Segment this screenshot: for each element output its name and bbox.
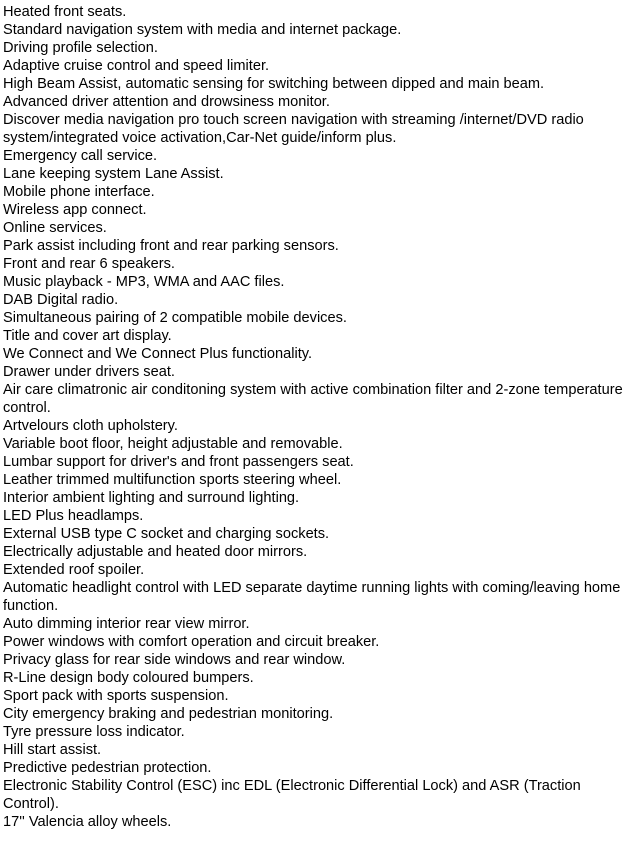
feature-item: Artvelours cloth upholstery.	[3, 418, 178, 434]
feature-item: Variable boot floor, height adjustable and removable.	[3, 436, 343, 452]
feature-list	[3, 3, 627, 831]
feature-item: Heated front seats.	[3, 4, 127, 20]
feature-item: Title and cover art display.	[3, 328, 172, 344]
feature-item: Drawer under drivers seat.	[3, 364, 175, 380]
feature-item: R-Line design body coloured bumpers.	[3, 670, 254, 686]
feature-item: Online services.	[3, 220, 107, 236]
feature-item: 17'' Valencia alloy wheels.	[3, 814, 172, 830]
feature-item: Predictive pedestrian protection.	[3, 760, 212, 776]
feature-item: Wireless app connect.	[3, 202, 147, 218]
feature-item: Leather trimmed multifunction sports steering wheel.	[3, 472, 342, 488]
feature-item: Electrically adjustable and heated door mirrors.	[3, 544, 308, 560]
feature-item: Sport pack with sports suspension.	[3, 688, 229, 704]
feature-item: Simultaneous pairing of 2 compatible mobile devices.	[3, 310, 347, 326]
feature-item: Air care climatronic air conditoning system with active combination filter and 2-zone temperature control.	[3, 382, 623, 416]
feature-item: Emergency call service.	[3, 148, 158, 164]
feature-item: We Connect and We Connect Plus functionality.	[3, 346, 313, 362]
feature-item: Automatic headlight control with LED separate daytime running lights with coming/leaving home function.	[3, 580, 621, 614]
feature-item: Auto dimming interior rear view mirror.	[3, 616, 250, 632]
feature-item: Discover media navigation pro touch screen navigation with streaming /internet/DVD radio system/integrated voice activation,Car-Net guide/inform plus.	[3, 112, 584, 146]
feature-item: Standard navigation system with media and internet package.	[3, 22, 402, 38]
feature-item: Front and rear 6 speakers.	[3, 256, 175, 272]
feature-item: Power windows with comfort operation and circuit breaker.	[3, 634, 380, 650]
feature-item: DAB Digital radio.	[3, 292, 119, 308]
feature-item: Park assist including front and rear parking sensors.	[3, 238, 339, 254]
feature-item: Privacy glass for rear side windows and rear window.	[3, 652, 346, 668]
feature-item: Music playback - MP3, WMA and AAC files.	[3, 274, 285, 290]
feature-item: High Beam Assist, automatic sensing for switching between dipped and main beam.	[3, 76, 545, 92]
feature-item: Adaptive cruise control and speed limiter.	[3, 58, 270, 74]
feature-item: Lumbar support for driver's and front passengers seat.	[3, 454, 354, 470]
feature-item: Driving profile selection.	[3, 40, 158, 56]
feature-item: LED Plus headlamps.	[3, 508, 144, 524]
feature-item: Lane keeping system Lane Assist.	[3, 166, 224, 182]
feature-item: Interior ambient lighting and surround lighting.	[3, 490, 300, 506]
feature-item: Tyre pressure loss indicator.	[3, 724, 185, 740]
feature-item: External USB type C socket and charging sockets.	[3, 526, 330, 542]
feature-item: Hill start assist.	[3, 742, 102, 758]
feature-item: City emergency braking and pedestrian monitoring.	[3, 706, 334, 722]
feature-item: Electronic Stability Control (ESC) inc EDL (Electronic Differential Lock) and ASR (Traction Control).	[3, 778, 581, 812]
feature-item: Extended roof spoiler.	[3, 562, 145, 578]
feature-item: Mobile phone interface.	[3, 184, 155, 200]
feature-item: Advanced driver attention and drowsiness monitor.	[3, 94, 330, 110]
